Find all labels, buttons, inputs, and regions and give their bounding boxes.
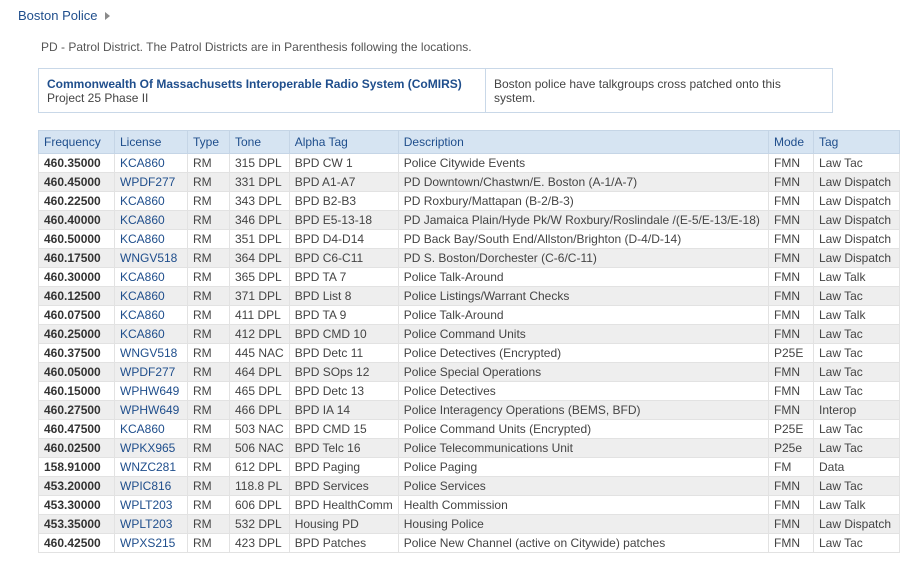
cell-description: Police Command Units [398, 325, 768, 344]
cell-frequency: 460.22500 [39, 192, 115, 211]
cell-type: RM [188, 268, 230, 287]
cell-alpha-tag: BPD Paging [289, 458, 398, 477]
cell-frequency: 460.37500 [39, 344, 115, 363]
cell-tone: 612 DPL [230, 458, 290, 477]
system-type: Project 25 Phase II [47, 91, 149, 105]
cell-mode: FMN [769, 173, 814, 192]
cell-tag: Law Dispatch [814, 515, 900, 534]
cell-frequency: 460.50000 [39, 230, 115, 249]
cell-tag: Law Tac [814, 363, 900, 382]
cell-mode: FMN [769, 477, 814, 496]
cell-tone: 346 DPL [230, 211, 290, 230]
cell-type: RM [188, 534, 230, 553]
cell-mode: FMN [769, 249, 814, 268]
cell-type: RM [188, 211, 230, 230]
cell-frequency: 460.42500 [39, 534, 115, 553]
table-header-row [39, 131, 900, 154]
cell-tag: Law Dispatch [814, 211, 900, 230]
cell-type: RM [188, 477, 230, 496]
cell-frequency: 460.27500 [39, 401, 115, 420]
table-row [39, 154, 900, 173]
column-header-mode[interactable]: Mode [769, 131, 814, 154]
cell-mode: P25E [769, 344, 814, 363]
cell-description: PD Downtown/Chastwn/E. Boston (A-1/A-7) [398, 173, 768, 192]
cell-alpha-tag: BPD TA 9 [289, 306, 398, 325]
cell-frequency: 453.30000 [39, 496, 115, 515]
table-row [39, 363, 900, 382]
column-header-description[interactable]: Description [398, 131, 768, 154]
cell-description: Police Paging [398, 458, 768, 477]
cell-tag: Law Talk [814, 496, 900, 515]
cell-type: RM [188, 306, 230, 325]
cell-license[interactable]: WPDF277 [115, 363, 188, 382]
cell-mode: FMN [769, 287, 814, 306]
cell-frequency: 460.47500 [39, 420, 115, 439]
table-row [39, 306, 900, 325]
cell-tone: 423 DPL [230, 534, 290, 553]
table-row [39, 477, 900, 496]
cell-tone: 412 DPL [230, 325, 290, 344]
cell-mode: FMN [769, 306, 814, 325]
cell-description: PD Back Bay/South End/Allston/Brighton (D-4/D-14) [398, 230, 768, 249]
cell-description: Police Talk-Around [398, 268, 768, 287]
cell-tone: 466 DPL [230, 401, 290, 420]
column-header-type[interactable]: Type [188, 131, 230, 154]
cell-description: Housing Police [398, 515, 768, 534]
cell-tag: Law Tac [814, 439, 900, 458]
table-row [39, 382, 900, 401]
caret-right-icon[interactable] [105, 12, 110, 20]
cell-alpha-tag: BPD Detc 13 [289, 382, 398, 401]
cell-license[interactable]: WPHW649 [115, 382, 188, 401]
cell-tag: Law Tac [814, 154, 900, 173]
cell-frequency: 460.45000 [39, 173, 115, 192]
cell-license[interactable]: KCA860 [115, 154, 188, 173]
cell-alpha-tag: BPD TA 7 [289, 268, 398, 287]
cell-type: RM [188, 382, 230, 401]
system-note: Boston police have talkgroups cross patched onto this system. [494, 77, 781, 105]
cell-alpha-tag: Housing PD [289, 515, 398, 534]
cell-alpha-tag: BPD SOps 12 [289, 363, 398, 382]
column-header-tone[interactable]: Tone [230, 131, 290, 154]
cell-license[interactable]: WNGV518 [115, 344, 188, 363]
cell-tone: 503 NAC [230, 420, 290, 439]
cell-mode: FMN [769, 154, 814, 173]
table-row [39, 192, 900, 211]
cell-tag: Law Dispatch [814, 230, 900, 249]
table-row [39, 439, 900, 458]
cell-description: Police Interagency Operations (BEMS, BFD) [398, 401, 768, 420]
cell-description: Police Talk-Around [398, 306, 768, 325]
table-row [39, 496, 900, 515]
cell-alpha-tag: BPD IA 14 [289, 401, 398, 420]
cell-type: RM [188, 458, 230, 477]
cell-description: PD S. Boston/Dorchester (C-6/C-11) [398, 249, 768, 268]
column-header-frequency[interactable]: Frequency [39, 131, 115, 154]
cell-tone: 606 DPL [230, 496, 290, 515]
cell-type: RM [188, 363, 230, 382]
cell-tone: 506 NAC [230, 439, 290, 458]
cell-description: Police Detectives [398, 382, 768, 401]
cell-mode: FMN [769, 515, 814, 534]
system-info-cell [39, 69, 486, 112]
cell-frequency: 460.05000 [39, 363, 115, 382]
cell-tag: Law Tac [814, 325, 900, 344]
category-title-link[interactable]: Boston Police [18, 8, 98, 23]
table-row [39, 344, 900, 363]
cell-license[interactable]: KCA860 [115, 420, 188, 439]
cell-mode: FMN [769, 382, 814, 401]
cell-license[interactable]: KCA860 [115, 306, 188, 325]
cell-alpha-tag: BPD Services [289, 477, 398, 496]
cell-mode: FMN [769, 268, 814, 287]
table-row [39, 211, 900, 230]
cell-type: RM [188, 287, 230, 306]
cell-mode: FMN [769, 401, 814, 420]
cell-mode: FMN [769, 363, 814, 382]
cell-license[interactable]: WNZC281 [115, 458, 188, 477]
cell-tone: 364 DPL [230, 249, 290, 268]
cell-frequency: 460.35000 [39, 154, 115, 173]
cell-frequency: 453.35000 [39, 515, 115, 534]
cell-tone: 411 DPL [230, 306, 290, 325]
table-row [39, 173, 900, 192]
cell-tone: 465 DPL [230, 382, 290, 401]
cell-tone: 532 DPL [230, 515, 290, 534]
cell-alpha-tag: BPD D4-D14 [289, 230, 398, 249]
cell-license[interactable]: KCA860 [115, 287, 188, 306]
cell-tag: Law Talk [814, 306, 900, 325]
cell-tag: Law Dispatch [814, 173, 900, 192]
cell-mode: FMN [769, 192, 814, 211]
cell-type: RM [188, 249, 230, 268]
cell-description: PD Roxbury/Mattapan (B-2/B-3) [398, 192, 768, 211]
table-row [39, 420, 900, 439]
cell-license[interactable]: WPXS215 [115, 534, 188, 553]
category-header [18, 8, 110, 23]
table-row [39, 401, 900, 420]
cell-type: RM [188, 230, 230, 249]
cell-tag: Law Tac [814, 382, 900, 401]
cell-alpha-tag: BPD A1-A7 [289, 173, 398, 192]
cell-alpha-tag: BPD CW 1 [289, 154, 398, 173]
table-row [39, 249, 900, 268]
cell-alpha-tag: BPD E5-13-18 [289, 211, 398, 230]
cell-license[interactable]: WPLT203 [115, 515, 188, 534]
table-row [39, 534, 900, 553]
cell-description: Police Citywide Events [398, 154, 768, 173]
cell-alpha-tag: BPD Patches [289, 534, 398, 553]
cell-tone: 118.8 PL [230, 477, 290, 496]
cell-type: RM [188, 154, 230, 173]
column-header-alpha-tag[interactable]: Alpha Tag [289, 131, 398, 154]
cell-tag: Data [814, 458, 900, 477]
cell-type: RM [188, 420, 230, 439]
cell-mode: P25e [769, 439, 814, 458]
table-row [39, 325, 900, 344]
cell-mode: FMN [769, 211, 814, 230]
cell-mode: P25E [769, 420, 814, 439]
cell-license[interactable]: KCA860 [115, 268, 188, 287]
cell-type: RM [188, 325, 230, 344]
cell-mode: FM [769, 458, 814, 477]
cell-description: Police Telecommunications Unit [398, 439, 768, 458]
cell-description: Police New Channel (active on Citywide) patches [398, 534, 768, 553]
cell-tone: 343 DPL [230, 192, 290, 211]
cell-frequency: 460.40000 [39, 211, 115, 230]
cell-frequency: 460.15000 [39, 382, 115, 401]
cell-tag: Law Talk [814, 268, 900, 287]
cell-description: Police Special Operations [398, 363, 768, 382]
frequency-table [38, 130, 900, 553]
cell-tag: Law Dispatch [814, 249, 900, 268]
table-row [39, 268, 900, 287]
cell-alpha-tag: BPD HealthComm [289, 496, 398, 515]
cell-description: Health Commission [398, 496, 768, 515]
cell-tone: 371 DPL [230, 287, 290, 306]
cell-type: RM [188, 173, 230, 192]
cell-tone: 464 DPL [230, 363, 290, 382]
cell-tag: Law Tac [814, 287, 900, 306]
cell-type: RM [188, 344, 230, 363]
cell-description: Police Detectives (Encrypted) [398, 344, 768, 363]
table-row [39, 287, 900, 306]
cell-tag: Law Dispatch [814, 192, 900, 211]
cell-alpha-tag: BPD Detc 11 [289, 344, 398, 363]
cell-mode: FMN [769, 230, 814, 249]
table-row [39, 458, 900, 477]
cell-description: PD Jamaica Plain/Hyde Pk/W Roxbury/Roslindale /(E-5/E-13/E-18) [398, 211, 768, 230]
cell-mode: FMN [769, 534, 814, 553]
cell-frequency: 460.12500 [39, 287, 115, 306]
cell-tag: Interop [814, 401, 900, 420]
cell-license[interactable]: WPHW649 [115, 401, 188, 420]
cell-mode: FMN [769, 325, 814, 344]
cell-tone: 445 NAC [230, 344, 290, 363]
cell-license[interactable]: WPLT203 [115, 496, 188, 515]
cell-type: RM [188, 439, 230, 458]
patrol-district-note: PD - Patrol District. The Patrol Districts are in Parenthesis following the locations. [41, 40, 472, 54]
cell-tag: Law Tac [814, 477, 900, 496]
cell-alpha-tag: BPD CMD 10 [289, 325, 398, 344]
system-name-link[interactable]: Commonwealth Of Massachusetts Interoperable Radio System (CoMIRS) [47, 77, 462, 91]
cell-description: Police Listings/Warrant Checks [398, 287, 768, 306]
cell-tag: Law Tac [814, 534, 900, 553]
cell-mode: FMN [769, 496, 814, 515]
column-header-tag[interactable]: Tag [814, 131, 900, 154]
cell-tone: 331 DPL [230, 173, 290, 192]
cell-frequency: 460.25000 [39, 325, 115, 344]
cell-type: RM [188, 401, 230, 420]
cell-frequency: 158.91000 [39, 458, 115, 477]
cell-description: Police Command Units (Encrypted) [398, 420, 768, 439]
column-header-license[interactable]: License [115, 131, 188, 154]
cell-license[interactable]: WPIC816 [115, 477, 188, 496]
cell-frequency: 460.30000 [39, 268, 115, 287]
cell-description: Police Services [398, 477, 768, 496]
cell-alpha-tag: BPD CMD 15 [289, 420, 398, 439]
cell-type: RM [188, 192, 230, 211]
cell-tag: Law Tac [814, 344, 900, 363]
cell-tone: 365 DPL [230, 268, 290, 287]
table-row [39, 230, 900, 249]
cell-tone: 315 DPL [230, 154, 290, 173]
cell-license[interactable]: KCA860 [115, 230, 188, 249]
frequency-table-body [39, 154, 900, 553]
cell-frequency: 460.17500 [39, 249, 115, 268]
cell-license[interactable]: WPKX965 [115, 439, 188, 458]
cell-type: RM [188, 496, 230, 515]
cell-license[interactable]: KCA860 [115, 192, 188, 211]
cell-license[interactable]: WPDF277 [115, 173, 188, 192]
cell-alpha-tag: BPD List 8 [289, 287, 398, 306]
cell-alpha-tag: BPD C6-C11 [289, 249, 398, 268]
cell-frequency: 460.07500 [39, 306, 115, 325]
cell-type: RM [188, 515, 230, 534]
cell-alpha-tag: BPD B2-B3 [289, 192, 398, 211]
cell-frequency: 460.02500 [39, 439, 115, 458]
cell-license[interactable]: WNGV518 [115, 249, 188, 268]
cell-license[interactable]: KCA860 [115, 211, 188, 230]
cell-tone: 351 DPL [230, 230, 290, 249]
cell-tag: Law Tac [814, 420, 900, 439]
cell-license[interactable]: KCA860 [115, 325, 188, 344]
trunked-system-box [38, 68, 833, 113]
table-row [39, 515, 900, 534]
cell-alpha-tag: BPD Telc 16 [289, 439, 398, 458]
cell-frequency: 453.20000 [39, 477, 115, 496]
